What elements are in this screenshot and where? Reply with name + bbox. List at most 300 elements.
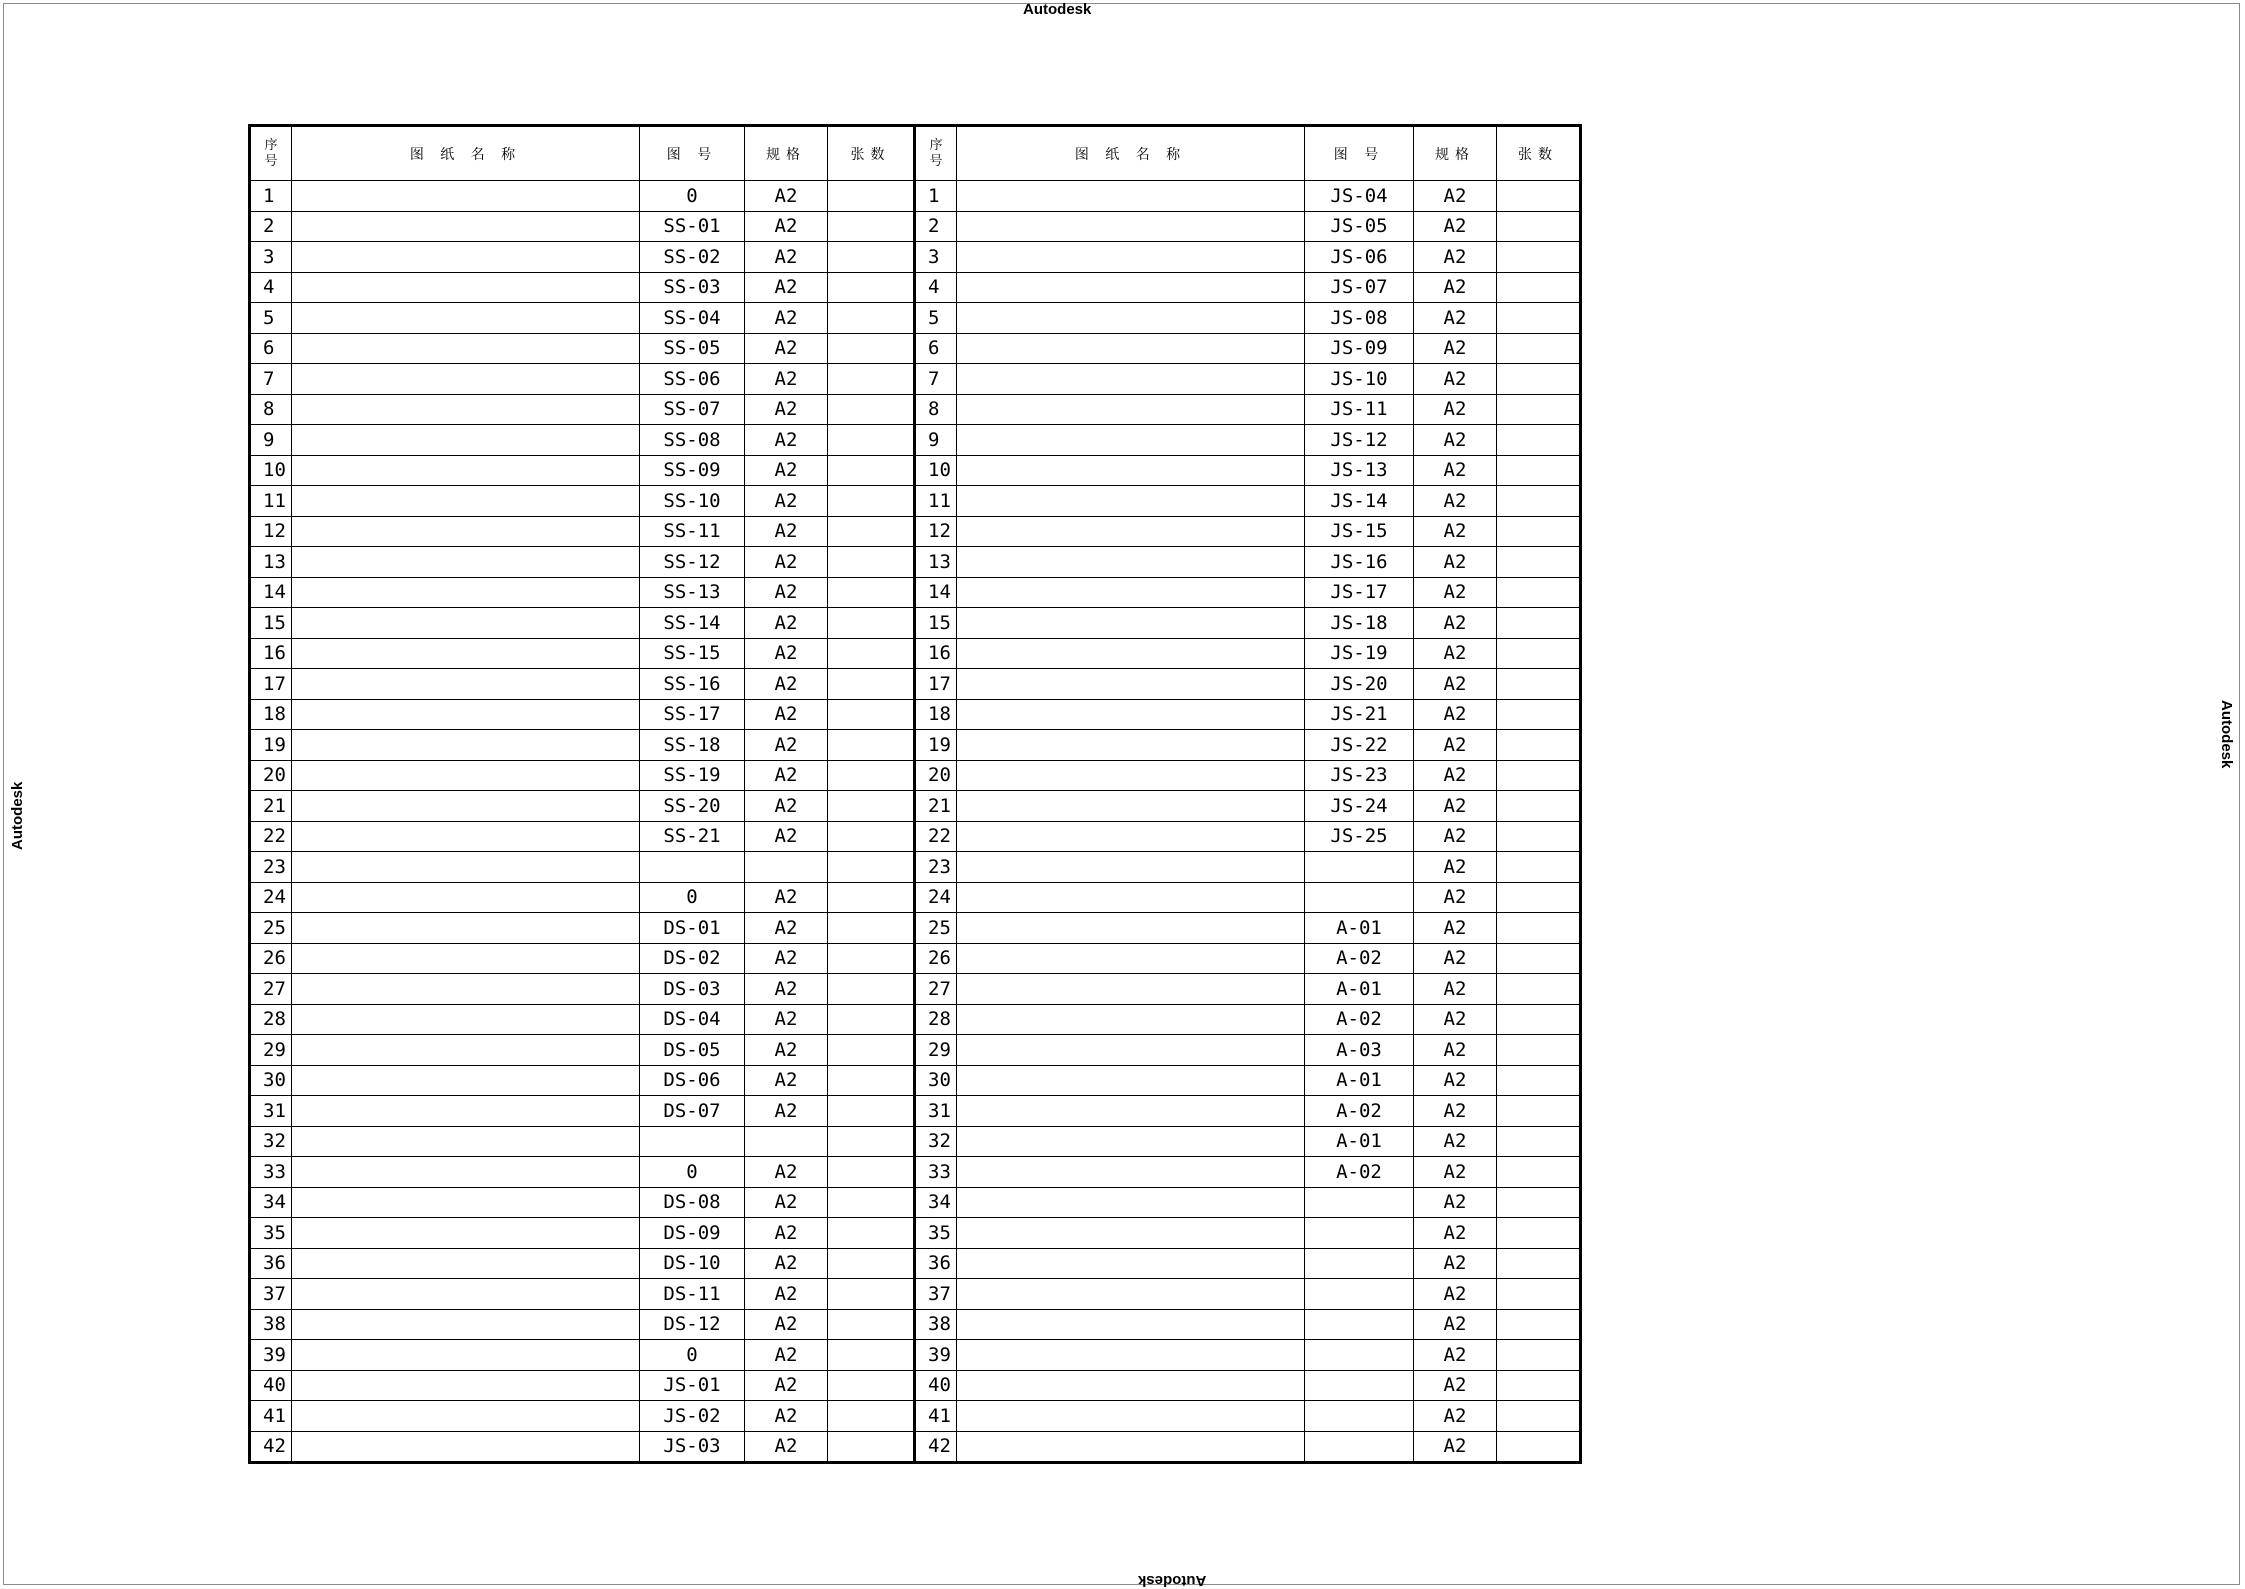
sheet-title-cell: [292, 242, 640, 273]
drawing-code-cell: SS-04: [640, 303, 745, 334]
table-row: [250, 1126, 1581, 1157]
sheet-count-cell: [828, 1401, 915, 1432]
sheet-count-cell-right: [1497, 1370, 1581, 1401]
sheet-title-cell: [292, 791, 640, 822]
paper-size-cell: A2: [745, 333, 828, 364]
sheet-title-cell-right: [957, 1157, 1305, 1188]
table-row: [250, 638, 1581, 669]
drawing-code-cell: DS-10: [640, 1248, 745, 1279]
paper-size-cell: A2: [745, 730, 828, 761]
drawing-code-cell: SS-08: [640, 425, 745, 456]
paper-size-cell-right: A2: [1414, 1370, 1497, 1401]
paper-size-cell-right: A2: [1414, 1401, 1497, 1432]
sheet-no-cell: 17: [250, 669, 292, 700]
sheet-no-cell: 30: [250, 1065, 292, 1096]
drawing-code-cell-right: [1305, 1248, 1414, 1279]
sheet-no-cell-right: 10: [915, 455, 957, 486]
drawing-code-cell: SS-09: [640, 455, 745, 486]
sheet-count-cell: [828, 1279, 915, 1310]
sheet-title-cell-right: [957, 333, 1305, 364]
sheet-count-cell-right: [1497, 882, 1581, 913]
paper-size-cell: [745, 852, 828, 883]
sheet-title-cell: [292, 181, 640, 212]
sheet-no-cell-right: 33: [915, 1157, 957, 1188]
table-row: [250, 608, 1581, 639]
table-row: [250, 1340, 1581, 1371]
sheet-title-cell: [292, 730, 640, 761]
sheet-no-cell: 1: [250, 181, 292, 212]
sheet-title-cell: [292, 272, 640, 303]
sheet-no-cell: 14: [250, 577, 292, 608]
table-body: [250, 181, 1581, 1463]
drawing-index-table: [248, 124, 1582, 1464]
table-row: [250, 1157, 1581, 1188]
sheet-no-cell: 9: [250, 425, 292, 456]
sheet-no-cell: 11: [250, 486, 292, 517]
paper-size-cell: A2: [745, 882, 828, 913]
sheet-count-cell: [828, 364, 915, 395]
sheet-no-cell-right: 40: [915, 1370, 957, 1401]
drawing-code-cell: DS-03: [640, 974, 745, 1005]
table-row: [250, 333, 1581, 364]
sheet-no-cell-right: 28: [915, 1004, 957, 1035]
drawing-code-cell: SS-11: [640, 516, 745, 547]
paper-size-cell-right: A2: [1414, 760, 1497, 791]
sheet-count-cell: [828, 974, 915, 1005]
drawing-code-cell: [640, 852, 745, 883]
paper-size-cell: A2: [745, 1096, 828, 1127]
sheet-no-cell-right: 1: [915, 181, 957, 212]
sheet-no-cell-right: 6: [915, 333, 957, 364]
drawing-code-cell: SS-05: [640, 333, 745, 364]
table-row: [250, 1370, 1581, 1401]
sheet-count-cell: [828, 181, 915, 212]
paper-size-cell: A2: [745, 669, 828, 700]
sheet-title-cell-right: [957, 455, 1305, 486]
sheet-title-cell-right: [957, 1248, 1305, 1279]
table-row: [250, 394, 1581, 425]
paper-size-cell: A2: [745, 211, 828, 242]
table-row: [250, 303, 1581, 334]
sheet-title-cell-right: [957, 1340, 1305, 1371]
sheet-no-cell: 16: [250, 638, 292, 669]
drawing-code-cell-right: JS-25: [1305, 821, 1414, 852]
drawing-code-cell-right: JS-18: [1305, 608, 1414, 639]
paper-size-cell-right: A2: [1414, 852, 1497, 883]
sheet-count-cell: [828, 1035, 915, 1066]
sheet-title-cell-right: [957, 1309, 1305, 1340]
drawing-code-cell-right: [1305, 1340, 1414, 1371]
sheet-count-cell: [828, 760, 915, 791]
drawing-code-cell: DS-05: [640, 1035, 745, 1066]
paper-size-cell: A2: [745, 974, 828, 1005]
sheet-no-cell: 6: [250, 333, 292, 364]
sheet-count-cell: [828, 638, 915, 669]
table-row: [250, 516, 1581, 547]
sheet-title-cell-right: [957, 516, 1305, 547]
paper-size-cell: [745, 1126, 828, 1157]
sheet-no-cell: 36: [250, 1248, 292, 1279]
sheet-no-cell-right: 25: [915, 913, 957, 944]
header-title-right: 图 纸 名 称: [957, 126, 1305, 181]
paper-size-cell: A2: [745, 1309, 828, 1340]
sheet-count-cell: [828, 1126, 915, 1157]
paper-size-cell-right: A2: [1414, 1218, 1497, 1249]
drawing-code-cell: SS-14: [640, 608, 745, 639]
paper-size-cell: A2: [745, 1065, 828, 1096]
table-row: [250, 547, 1581, 578]
paper-size-cell-right: A2: [1414, 638, 1497, 669]
drawing-code-cell-right: JS-10: [1305, 364, 1414, 395]
sheet-title-cell: [292, 913, 640, 944]
sheet-title-cell-right: [957, 486, 1305, 517]
sheet-no-cell: 8: [250, 394, 292, 425]
sheet-title-cell: [292, 1309, 640, 1340]
sheet-title-cell: [292, 1035, 640, 1066]
drawing-code-cell-right: [1305, 882, 1414, 913]
sheet-count-cell: [828, 1309, 915, 1340]
sheet-title-cell: [292, 821, 640, 852]
paper-size-cell: A2: [745, 272, 828, 303]
drawing-code-cell: [640, 1126, 745, 1157]
header-code-right: 图 号: [1305, 126, 1414, 181]
sheet-title-cell-right: [957, 1187, 1305, 1218]
sheet-title-cell: [292, 1401, 640, 1432]
drawing-code-cell: SS-17: [640, 699, 745, 730]
paper-size-cell: A2: [745, 1370, 828, 1401]
paper-size-cell-right: A2: [1414, 577, 1497, 608]
drawing-code-cell-right: JS-15: [1305, 516, 1414, 547]
drawing-code-cell-right: JS-22: [1305, 730, 1414, 761]
sheet-title-cell-right: [957, 1431, 1305, 1463]
sheet-count-cell: [828, 1218, 915, 1249]
paper-size-cell: A2: [745, 1218, 828, 1249]
paper-size-cell: A2: [745, 699, 828, 730]
sheet-no-cell: 24: [250, 882, 292, 913]
paper-size-cell-right: A2: [1414, 425, 1497, 456]
sheet-title-cell: [292, 699, 640, 730]
sheet-count-cell: [828, 303, 915, 334]
sheet-title-cell-right: [957, 791, 1305, 822]
sheet-count-cell-right: [1497, 455, 1581, 486]
header-size: 规格: [745, 126, 828, 181]
sheet-count-cell: [828, 1096, 915, 1127]
table-row: [250, 577, 1581, 608]
sheet-count-cell: [828, 577, 915, 608]
sheet-count-cell: [828, 1431, 915, 1463]
sheet-title-cell-right: [957, 181, 1305, 212]
sheet-count-cell-right: [1497, 852, 1581, 883]
table-row: [250, 730, 1581, 761]
paper-size-cell-right: A2: [1414, 1431, 1497, 1463]
sheet-title-cell: [292, 303, 640, 334]
sheet-title-cell-right: [957, 425, 1305, 456]
paper-size-cell-right: A2: [1414, 547, 1497, 578]
sheet-title-cell: [292, 394, 640, 425]
sheet-no-cell-right: 8: [915, 394, 957, 425]
sheet-no-cell-right: 31: [915, 1096, 957, 1127]
sheet-title-cell: [292, 1431, 640, 1463]
sheet-no-cell-right: 30: [915, 1065, 957, 1096]
drawing-code-cell-right: JS-20: [1305, 669, 1414, 700]
paper-size-cell-right: A2: [1414, 303, 1497, 334]
sheet-no-cell: 34: [250, 1187, 292, 1218]
sheet-count-cell-right: [1497, 1431, 1581, 1463]
sheet-no-cell: 12: [250, 516, 292, 547]
paper-size-cell-right: A2: [1414, 455, 1497, 486]
sheet-no-cell-right: 26: [915, 943, 957, 974]
sheet-no-cell: 27: [250, 974, 292, 1005]
paper-size-cell: A2: [745, 1248, 828, 1279]
sheet-no-cell-right: 2: [915, 211, 957, 242]
table-row: [250, 974, 1581, 1005]
paper-size-cell: A2: [745, 1035, 828, 1066]
sheet-title-cell-right: [957, 547, 1305, 578]
watermark-left: Autodesk: [9, 781, 26, 850]
paper-size-cell-right: A2: [1414, 608, 1497, 639]
paper-size-cell: A2: [745, 638, 828, 669]
sheet-title-cell-right: [957, 1401, 1305, 1432]
drawing-code-cell: SS-13: [640, 577, 745, 608]
table-header-row: [250, 126, 1581, 181]
sheet-count-cell-right: [1497, 577, 1581, 608]
paper-size-cell-right: A2: [1414, 821, 1497, 852]
sheet-title-cell-right: [957, 913, 1305, 944]
sheet-count-cell: [828, 547, 915, 578]
table-row: [250, 669, 1581, 700]
table-row: [250, 455, 1581, 486]
sheet-no-cell: 38: [250, 1309, 292, 1340]
drawing-code-cell-right: JS-21: [1305, 699, 1414, 730]
sheet-title-cell: [292, 669, 640, 700]
sheet-title-cell-right: [957, 852, 1305, 883]
paper-size-cell: A2: [745, 943, 828, 974]
sheet-no-cell-right: 39: [915, 1340, 957, 1371]
table-row: [250, 1096, 1581, 1127]
sheet-no-cell: 37: [250, 1279, 292, 1310]
sheet-count-cell-right: [1497, 486, 1581, 517]
sheet-no-cell-right: 37: [915, 1279, 957, 1310]
sheet-no-cell-right: 4: [915, 272, 957, 303]
sheet-no-cell-right: 5: [915, 303, 957, 334]
paper-size-cell-right: A2: [1414, 1340, 1497, 1371]
drawing-code-cell: 0: [640, 1157, 745, 1188]
sheet-title-cell: [292, 516, 640, 547]
sheet-count-cell-right: [1497, 1157, 1581, 1188]
drawing-code-cell-right: JS-16: [1305, 547, 1414, 578]
sheet-title-cell-right: [957, 1279, 1305, 1310]
sheet-no-cell-right: 14: [915, 577, 957, 608]
sheet-count-cell: [828, 821, 915, 852]
paper-size-cell-right: A2: [1414, 364, 1497, 395]
sheet-no-cell: 23: [250, 852, 292, 883]
sheet-count-cell-right: [1497, 913, 1581, 944]
paper-size-cell-right: A2: [1414, 1279, 1497, 1310]
table-row: [250, 791, 1581, 822]
sheet-title-cell-right: [957, 760, 1305, 791]
drawing-code-cell: DS-09: [640, 1218, 745, 1249]
sheet-title-cell: [292, 211, 640, 242]
paper-size-cell-right: A2: [1414, 699, 1497, 730]
sheet-title-cell-right: [957, 1065, 1305, 1096]
header-title: 图 纸 名 称: [292, 126, 640, 181]
sheet-count-cell: [828, 394, 915, 425]
drawing-code-cell-right: [1305, 852, 1414, 883]
table-row: [250, 1431, 1581, 1463]
sheet-count-cell-right: [1497, 730, 1581, 761]
table-row: [250, 699, 1581, 730]
table-row: [250, 1218, 1581, 1249]
sheet-count-cell-right: [1497, 699, 1581, 730]
paper-size-cell-right: A2: [1414, 333, 1497, 364]
sheet-count-cell-right: [1497, 943, 1581, 974]
sheet-count-cell: [828, 1370, 915, 1401]
paper-size-cell-right: A2: [1414, 943, 1497, 974]
sheet-count-cell-right: [1497, 1035, 1581, 1066]
sheet-count-cell-right: [1497, 211, 1581, 242]
paper-size-cell: A2: [745, 1279, 828, 1310]
drawing-code-cell-right: JS-08: [1305, 303, 1414, 334]
sheet-title-cell-right: [957, 943, 1305, 974]
sheet-title-cell: [292, 1218, 640, 1249]
paper-size-cell-right: A2: [1414, 272, 1497, 303]
table-row: [250, 943, 1581, 974]
sheet-no-cell-right: 13: [915, 547, 957, 578]
drawing-code-cell-right: [1305, 1370, 1414, 1401]
sheet-title-cell: [292, 1096, 640, 1127]
sheet-no-cell-right: 22: [915, 821, 957, 852]
sheet-title-cell-right: [957, 1035, 1305, 1066]
sheet-title-cell-right: [957, 882, 1305, 913]
sheet-no-cell-right: 35: [915, 1218, 957, 1249]
sheet-no-cell: 13: [250, 547, 292, 578]
sheet-count-cell: [828, 1187, 915, 1218]
sheet-title-cell: [292, 608, 640, 639]
sheet-no-cell: 21: [250, 791, 292, 822]
sheet-title-cell: [292, 1279, 640, 1310]
sheet-no-cell: 26: [250, 943, 292, 974]
drawing-code-cell: DS-08: [640, 1187, 745, 1218]
sheet-no-cell-right: 29: [915, 1035, 957, 1066]
sheet-count-cell-right: [1497, 364, 1581, 395]
sheet-no-cell: 41: [250, 1401, 292, 1432]
sheet-no-cell: 31: [250, 1096, 292, 1127]
sheet-no-cell: 33: [250, 1157, 292, 1188]
paper-size-cell-right: A2: [1414, 730, 1497, 761]
sheet-count-cell: [828, 272, 915, 303]
drawing-code-cell: SS-20: [640, 791, 745, 822]
drawing-code-cell-right: [1305, 1187, 1414, 1218]
sheet-no-cell: 5: [250, 303, 292, 334]
paper-size-cell-right: A2: [1414, 974, 1497, 1005]
paper-size-cell: A2: [745, 181, 828, 212]
sheet-no-cell: 7: [250, 364, 292, 395]
table-row: [250, 1248, 1581, 1279]
sheet-count-cell: [828, 791, 915, 822]
drawing-code-cell-right: A-02: [1305, 1096, 1414, 1127]
sheet-count-cell-right: [1497, 1004, 1581, 1035]
paper-size-cell: A2: [745, 1004, 828, 1035]
drawing-code-cell: DS-02: [640, 943, 745, 974]
paper-size-cell-right: A2: [1414, 1065, 1497, 1096]
sheet-title-cell: [292, 760, 640, 791]
sheet-count-cell: [828, 333, 915, 364]
drawing-code-cell-right: A-03: [1305, 1035, 1414, 1066]
sheet-title-cell-right: [957, 1370, 1305, 1401]
table-row: [250, 211, 1581, 242]
paper-size-cell: A2: [745, 547, 828, 578]
sheet-title-cell: [292, 1340, 640, 1371]
drawing-code-cell: 0: [640, 882, 745, 913]
sheet-title-cell: [292, 1370, 640, 1401]
header-code: 图 号: [640, 126, 745, 181]
sheet-count-cell-right: [1497, 1401, 1581, 1432]
table-row: [250, 1309, 1581, 1340]
sheet-count-cell-right: [1497, 1096, 1581, 1127]
drawing-code-cell-right: A-02: [1305, 943, 1414, 974]
paper-size-cell-right: A2: [1414, 181, 1497, 212]
drawing-code-cell: SS-03: [640, 272, 745, 303]
drawing-code-cell-right: [1305, 1279, 1414, 1310]
drawing-code-cell-right: [1305, 1309, 1414, 1340]
drawing-code-cell: SS-12: [640, 547, 745, 578]
header-no: 序 号: [250, 126, 292, 181]
drawing-code-cell: SS-21: [640, 821, 745, 852]
sheet-no-cell: 35: [250, 1218, 292, 1249]
drawing-code-cell: 0: [640, 1340, 745, 1371]
sheet-title-cell-right: [957, 364, 1305, 395]
sheet-count-cell: [828, 730, 915, 761]
drawing-code-cell: JS-01: [640, 1370, 745, 1401]
drawing-code-cell: DS-11: [640, 1279, 745, 1310]
sheet-count-cell-right: [1497, 1218, 1581, 1249]
table-row: [250, 486, 1581, 517]
sheet-no-cell-right: 12: [915, 516, 957, 547]
sheet-title-cell-right: [957, 394, 1305, 425]
sheet-count-cell-right: [1497, 638, 1581, 669]
header-qty: 张数: [828, 126, 915, 181]
paper-size-cell: A2: [745, 486, 828, 517]
drawing-code-cell-right: A-01: [1305, 974, 1414, 1005]
paper-size-cell-right: A2: [1414, 1309, 1497, 1340]
header-size-right: 规格: [1414, 126, 1497, 181]
paper-size-cell-right: A2: [1414, 516, 1497, 547]
table-row: [250, 1065, 1581, 1096]
sheet-no-cell-right: 42: [915, 1431, 957, 1463]
table-row: [250, 272, 1581, 303]
table-row: [250, 913, 1581, 944]
drawing-code-cell-right: A-02: [1305, 1004, 1414, 1035]
table-row: [250, 242, 1581, 273]
paper-size-cell-right: A2: [1414, 211, 1497, 242]
sheet-count-cell: [828, 1004, 915, 1035]
sheet-title-cell: [292, 974, 640, 1005]
table-row: [250, 1187, 1581, 1218]
paper-size-cell: A2: [745, 455, 828, 486]
sheet-count-cell: [828, 852, 915, 883]
drawing-code-cell-right: A-01: [1305, 1065, 1414, 1096]
drawing-code-cell-right: A-02: [1305, 1157, 1414, 1188]
sheet-count-cell-right: [1497, 333, 1581, 364]
sheet-count-cell-right: [1497, 1126, 1581, 1157]
header-qty-right: 张数: [1497, 126, 1581, 181]
sheet-count-cell: [828, 211, 915, 242]
paper-size-cell: A2: [745, 425, 828, 456]
sheet-no-cell-right: 32: [915, 1126, 957, 1157]
drawing-code-cell: DS-06: [640, 1065, 745, 1096]
paper-size-cell-right: A2: [1414, 1157, 1497, 1188]
paper-size-cell-right: A2: [1414, 882, 1497, 913]
